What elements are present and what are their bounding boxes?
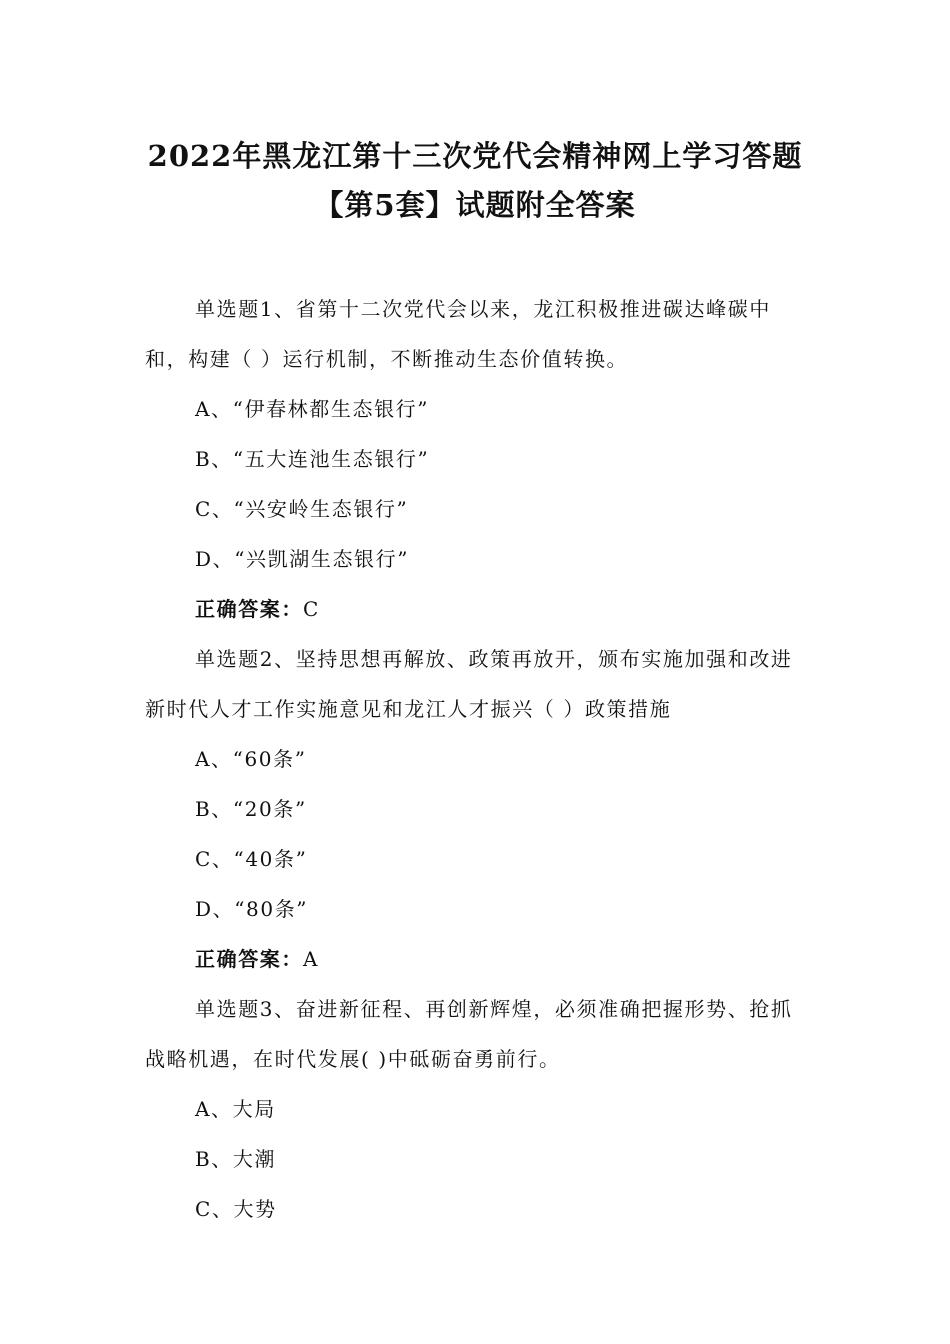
question-1-answer <box>145 584 805 634</box>
document-title-line-2: 【第5套】试题附全答案 <box>314 188 636 222</box>
question-3-option-a: A、大局 <box>195 1097 276 1121</box>
answer-label: 正确答案： <box>195 597 303 621</box>
question-1-option-d: D、“兴凯湖生态银行” <box>195 547 410 571</box>
question-2-answer <box>145 934 805 984</box>
question-2-stem: 单选题2、坚持思想再解放、政策再放开，颁布实施加强和改进新时代人才工作实施意见和龙江人才振兴（ ）政策措施 <box>145 647 793 721</box>
question-2-option-d: D、“80条” <box>195 897 309 921</box>
document-title-line-1: 2022年黑龙江第十三次党代会精神网上学习答题 <box>147 139 803 173</box>
answer-value: C <box>303 597 320 621</box>
question-3-stem: 单选题3、奋进新征程、再创新辉煌，必须准确把握形势、抢抓战略机遇，在时代发展( )中砥砺奋勇前行。 <box>145 997 793 1071</box>
question-1-stem: 单选题1、省第十二次党代会以来，龙江积极推进碳达峰碳中和，构建（ ）运行机制，不断推动生态价值转换。 <box>145 297 771 371</box>
question-2-option-c: C、“40条” <box>195 847 308 871</box>
answer-label: 正确答案： <box>195 947 303 971</box>
question-list <box>145 284 805 1234</box>
question-3-option-c: C、大势 <box>195 1197 277 1221</box>
question-3-option-b: B、大潮 <box>195 1147 277 1171</box>
question-2-option-b: B、“20条” <box>195 797 307 821</box>
question-1-option-b: B、“五大连池生态银行” <box>195 447 430 471</box>
answer-value: A <box>303 947 320 971</box>
question-1-option-c: C、“兴安岭生态银行” <box>195 497 409 521</box>
question-2-option-a: A、“60条” <box>195 747 307 771</box>
question-1-option-a: A、“伊春林都生态银行” <box>195 397 430 421</box>
